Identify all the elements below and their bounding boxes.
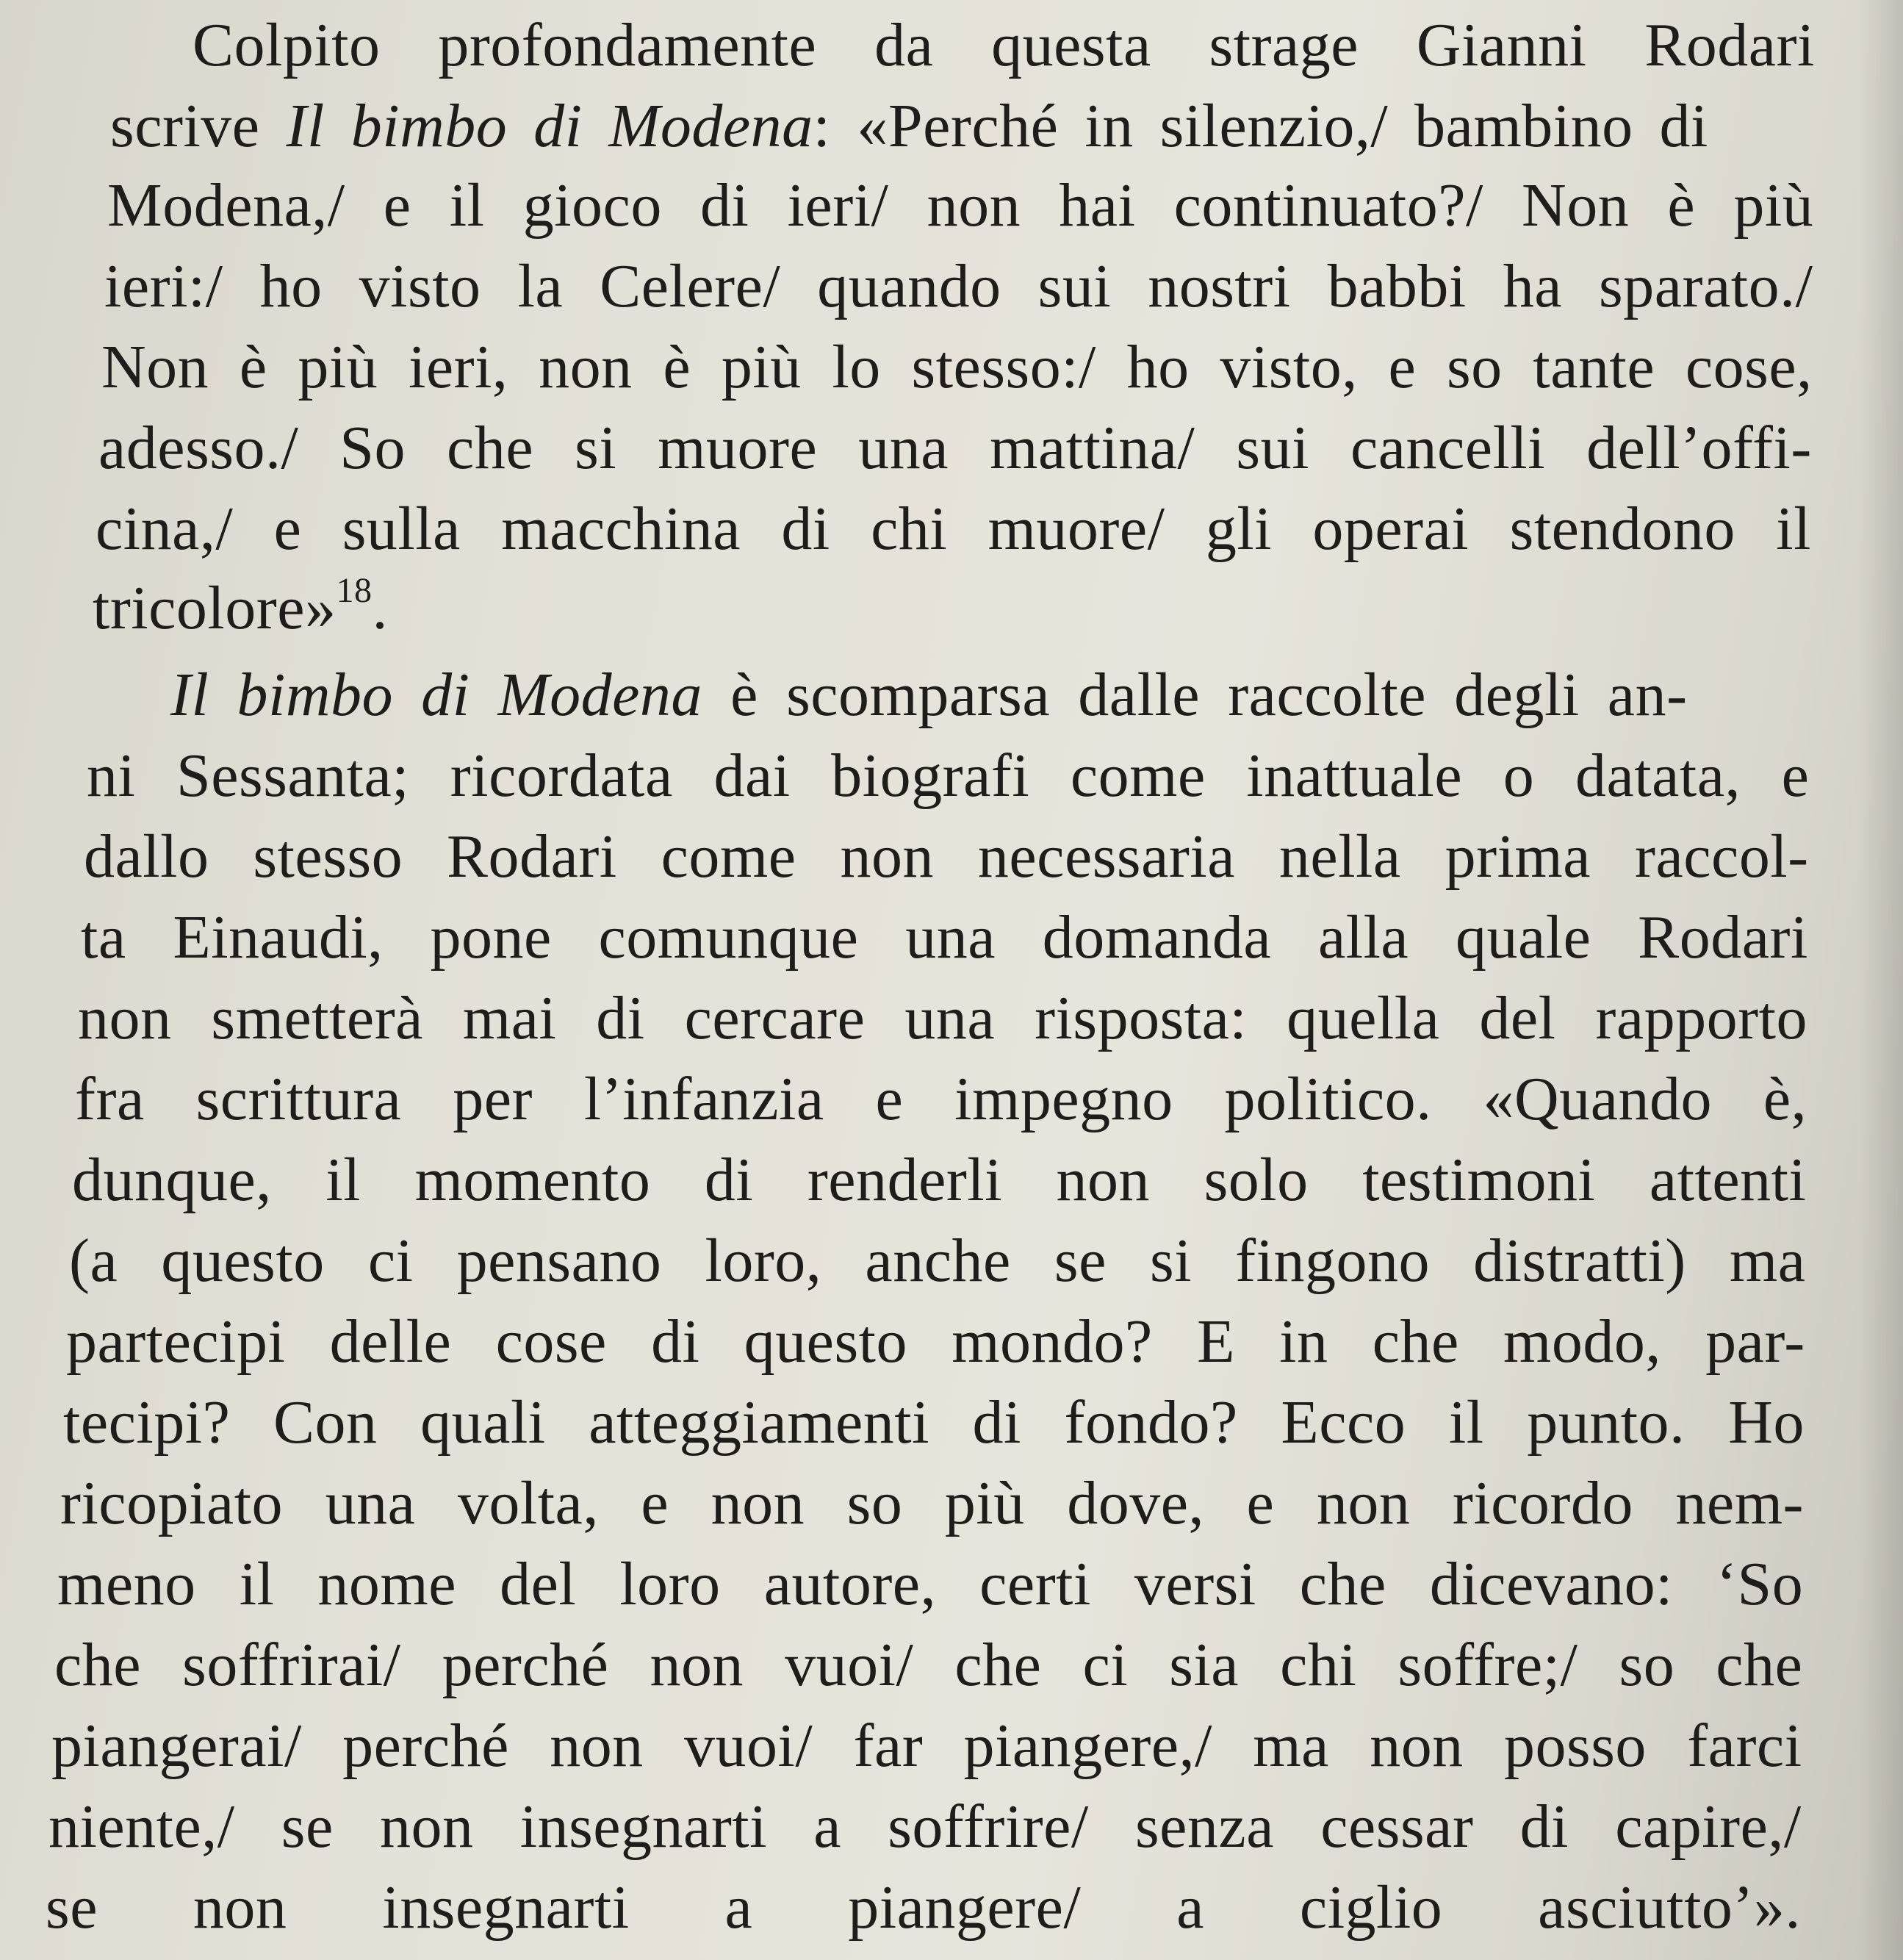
text-line: fra scrittura per l’infanzia e impegno politico. «Quando è, — [75, 1065, 1807, 1133]
footnote-marker[interactable]: 18 — [336, 571, 373, 610]
text-line: piangerai/ perché non vuoi/ far piangere,/ ma non posso farci — [51, 1712, 1802, 1780]
work-title: Il bimbo di Modena — [170, 661, 702, 729]
text-line: niente,/ se non insegnarti a soffrire/ senza cessar di capire,/ — [48, 1792, 1802, 1861]
text-line: ieri:/ ho visto la Celere/ quando sui nostri babbi ha sparato./ — [104, 252, 1813, 320]
text-line: Non è più ieri, non è più lo stesso:/ ho visto, e so tante cose, — [101, 333, 1813, 401]
text-line: ricopiato una volta, e non so più dove, e non ricordo nem- — [60, 1469, 1805, 1537]
text-run: scrive — [110, 92, 287, 160]
text-line: dunque, il momento di renderli non solo testimoni attenti — [72, 1146, 1807, 1214]
text-line: (a questo ci pensano loro, anche se si fingono distratti) ma — [69, 1227, 1806, 1295]
text-run: : «Perché in silenzio,/ bambino di — [813, 92, 1708, 160]
text-line — [93, 572, 388, 645]
text-run: . — [372, 574, 389, 642]
text-line — [170, 658, 1688, 732]
text-line: non smetterà mai di cercare una risposta: quella del rapporto — [78, 984, 1807, 1052]
text-line: ta Einaudi, pone comunque una domanda alla quale Rodari — [81, 903, 1808, 972]
text-line: partecipi delle cose di questo mondo? E in che modo, par- — [66, 1307, 1805, 1376]
text-line: adesso./ So che si muore una mattina/ sui cancelli dell’offi- — [98, 414, 1812, 482]
text-run: tricolore» — [93, 574, 337, 642]
page-edge-shadow — [1859, 0, 1903, 1960]
text-line: meno il nome del loro autore, certi versi che dicevano: ‘So — [57, 1550, 1804, 1618]
text-line: Colpito profondamente da questa strage Gianni Rodari — [193, 11, 1815, 79]
text-line: ni Sessanta; ricordata dai biografi come inattuale o datata, e — [87, 742, 1810, 810]
text-line: dallo stesso Rodari come non necessaria nella prima raccol- — [84, 822, 1809, 891]
text-line: tecipi? Con quali atteggiamenti di fondo? Ecco il punto. Ho — [63, 1388, 1805, 1457]
text-line: se non insegnarti a piangere/ a ciglio asciutto’». — [46, 1873, 1801, 1942]
text-line — [110, 90, 1708, 163]
work-title: Il bimbo di Modena — [286, 92, 813, 160]
text-line: cina,/ e sulla macchina di chi muore/ gli operai stendono il — [96, 495, 1811, 563]
text-run: è scomparsa dalle raccolte degli an- — [702, 661, 1688, 729]
text-line: Modena,/ e il gioco di ieri/ non hai continuato?/ Non è più — [107, 171, 1814, 240]
text-line: che soffrirai/ perché non vuoi/ che ci sia chi soffre;/ so che — [54, 1631, 1803, 1699]
